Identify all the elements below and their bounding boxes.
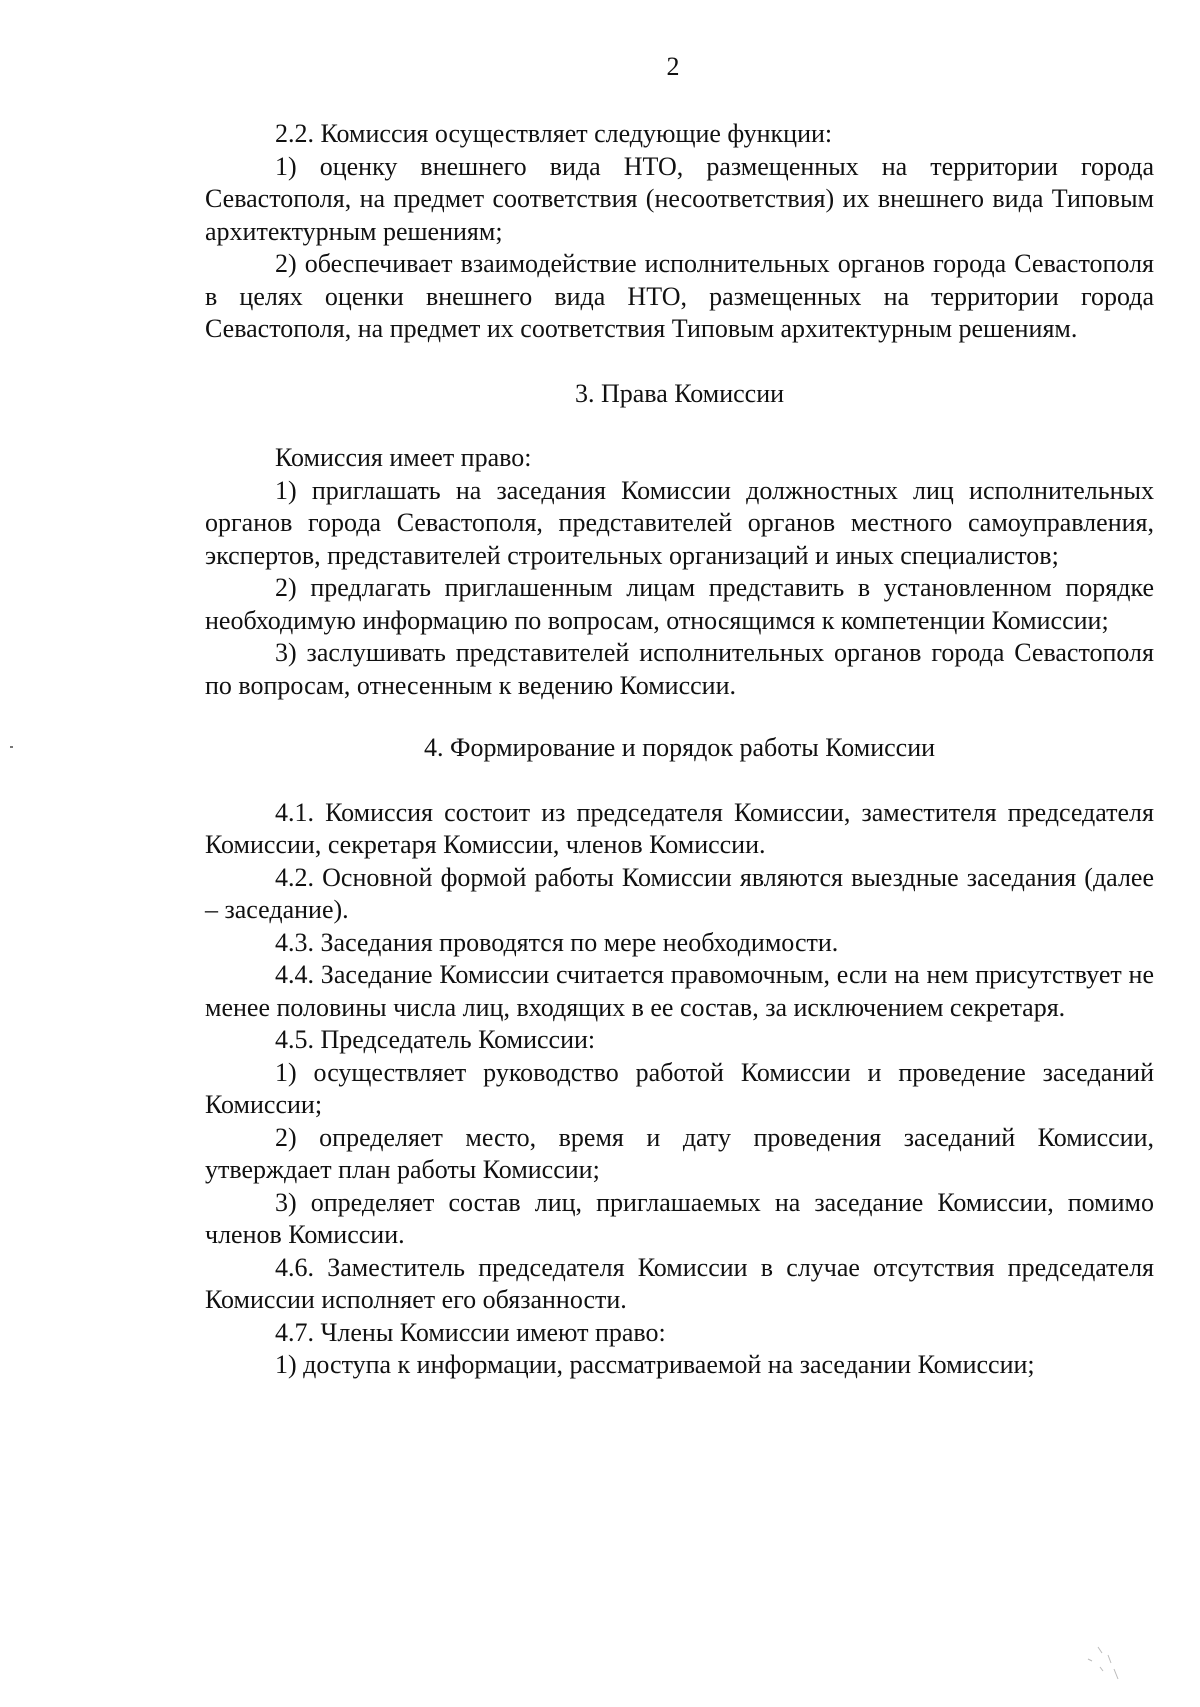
scan-speck <box>10 746 13 748</box>
spacer <box>205 346 1154 378</box>
paragraph-2-2-item-2: 2) обеспечивает взаимодействие исполнительных органов города Севастополя в целях оценки внешнего вида НТО, размещенных на территории города Севастополя, на предмет их соответствия Типовым архитектурным решениям. <box>205 249 1154 343</box>
spacer <box>205 702 1154 732</box>
paragraph-4-7-item-1: 1) доступа к информации, рассматриваемой на заседании Комиссии; <box>275 1350 1035 1379</box>
spacer <box>205 410 1154 442</box>
section-3-item-2: 2) предлагать приглашенным лицам представить в установленном порядке необходимую информацию по вопросам, относящимся к компетенции Комиссии; <box>205 573 1154 635</box>
paragraph-4-4: 4.4. Заседание Комиссии считается правомочным, если на нем присутствует не менее половины числа лиц, входящих в ее состав, за исключением секретаря. <box>205 960 1154 1022</box>
section-3-item-3: 3) заслушивать представителей исполнительных органов города Севастополя по вопросам, отнесенным к ведению Комиссии. <box>205 638 1154 700</box>
section-3-item-1: 1) приглашать на заседания Комиссии должностных лиц исполнительных органов города Севастополя, представителей органов местного самоуправления, экспертов, представителей строительных организаций и иных специалистов; <box>205 475 1154 570</box>
paragraph-4-5-item-3: 3) определяет состав лиц, приглашаемых на заседание Комиссии, помимо членов Комиссии. <box>205 1187 1154 1249</box>
paragraph-2-2: 2.2. Комиссия осуществляет следующие функции: <box>275 119 833 148</box>
paragraph-4-1: 4.1. Комиссия состоит из председателя Комиссии, заместителя председателя Комиссии, секретаря Комиссии, членов Комиссии. <box>205 797 1154 859</box>
paragraph-4-6: 4.6. Заместитель председателя Комиссии в случае отсутствия председателя Комиссии исполняет его обязанности. <box>205 1252 1154 1314</box>
paragraph-4-7: 4.7. Члены Комиссии имеют право: <box>275 1317 666 1347</box>
paragraph-4-5-item-1: 1) осуществляет руководство работой Комиссии и проведение заседаний Комиссии; <box>205 1057 1154 1119</box>
paragraph-4-5-item-2: 2) определяет место, время и дату проведения заседаний Комиссии, утверждает план работы Комиссии; <box>205 1122 1154 1184</box>
section-3-heading: 3. Права Комиссии <box>574 378 785 408</box>
document-body <box>205 118 1154 1382</box>
spacer <box>205 765 1154 797</box>
paragraph-4-2: 4.2. Основной формой работы Комиссии являются выездные заседания (далее – заседание). <box>205 862 1154 924</box>
paragraph-4-3: 4.3. Заседания проводятся по мере необходимости. <box>275 927 839 957</box>
section-3-intro: Комиссия имеет право: <box>275 443 532 472</box>
section-4-heading: 4. Формирование и порядок работы Комиссии <box>423 733 936 762</box>
paragraph-4-5: 4.5. Председатель Комиссии: <box>275 1025 596 1054</box>
page-number: 2 <box>666 52 680 81</box>
scan-artifact-marks <box>1078 1645 1124 1685</box>
paragraph-2-2-item-1: 1) оценку внешнего вида НТО, размещенных на территории города Севастополя, на предмет соответствия (несоответствия) их внешнего вида Типовым архитектурным решениям; <box>205 151 1154 246</box>
